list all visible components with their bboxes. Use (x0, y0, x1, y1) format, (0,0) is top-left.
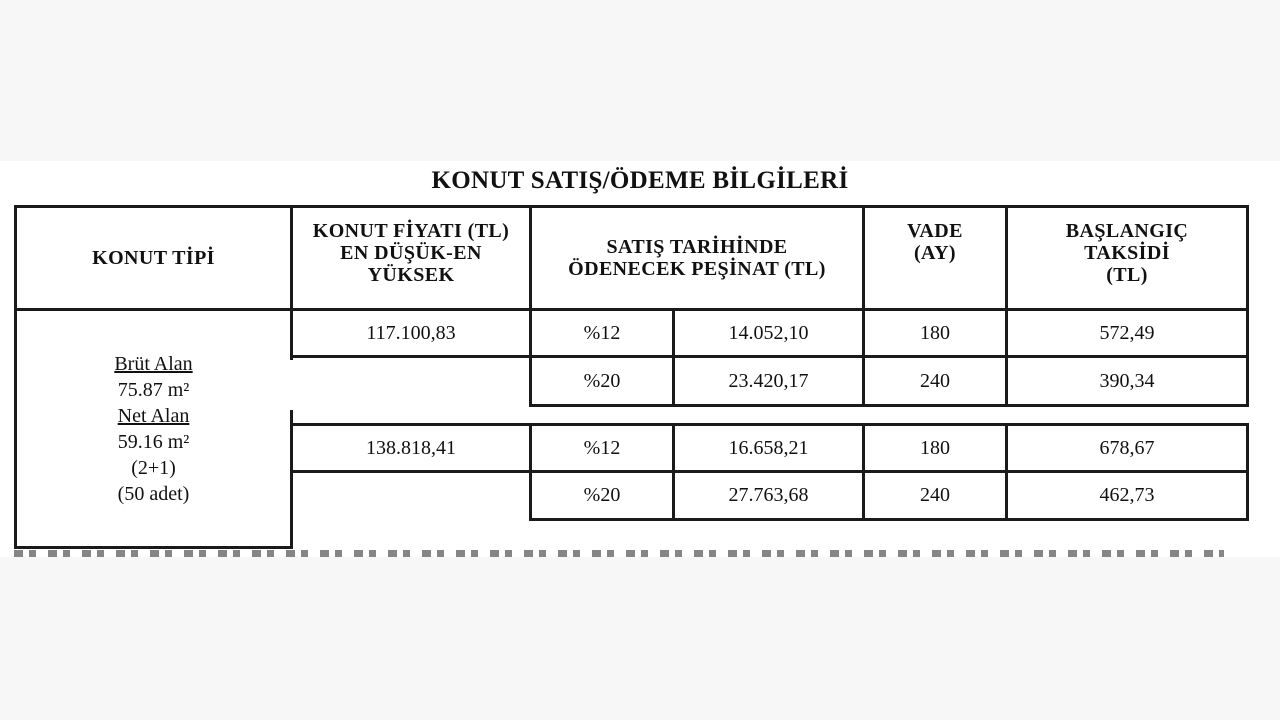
row1-taksit: 572,49 (1099, 321, 1155, 344)
brut-alan-value: 75.87 m² (117, 378, 190, 401)
net-alan-label: Net Alan (117, 404, 190, 427)
row4-taksit: 462,73 (1099, 484, 1155, 506)
row2-oran: %20 (583, 369, 621, 392)
row3-vade: 180 (920, 436, 950, 459)
row3-pesinat: 16.658,21 (728, 436, 809, 459)
header-pesinat (532, 208, 862, 308)
adet: (50 adet) (117, 482, 190, 505)
net-alan-value: 59.16 m² (117, 430, 190, 453)
header-taksit-line1: BAŞLANGIÇ (1065, 220, 1189, 242)
header-vade-line2: (AY) (914, 242, 956, 264)
header-vade-line1: VADE (907, 220, 963, 242)
header-konut-fiyati (293, 208, 529, 308)
header-fiyat-line1: KONUT FİYATI (TL) (312, 220, 510, 242)
row2-taksit: 390,34 (1099, 369, 1155, 392)
header-vade (865, 208, 1005, 308)
row2-fiyat (293, 358, 529, 404)
header-konut-tipi-text: KONUT TİPİ (92, 247, 215, 269)
cropped-text-line (14, 550, 1224, 557)
table-title: KONUT SATIŞ/ÖDEME BİLGİLERİ (431, 167, 849, 194)
oda-sayisi: (2+1) (131, 456, 176, 479)
header-fiyat-line3: YÜKSEK (367, 264, 455, 286)
header-pesinat-line2: ÖDENECEK PEŞİNAT (TL) (568, 258, 826, 280)
row4-fiyat (293, 473, 529, 518)
header-taksit-line2: TAKSİDİ (1084, 242, 1170, 264)
row1-pesinat: 14.052,10 (728, 321, 809, 344)
row1-oran: %12 (583, 321, 621, 344)
row1-vade: 180 (920, 321, 950, 344)
header-fiyat-line2: EN DÜŞÜK-EN (340, 242, 482, 264)
row3-oran: %12 (583, 436, 621, 459)
row1-fiyat: 117.100,83 (366, 321, 456, 344)
row2-vade: 240 (920, 369, 950, 392)
row4-pesinat: 27.763,68 (728, 484, 809, 506)
header-konut-tipi (17, 208, 290, 308)
row4-oran: %20 (583, 484, 621, 506)
row2-pesinat: 23.420,17 (728, 369, 809, 392)
document-sheet (0, 161, 1280, 557)
row4-vade: 240 (920, 484, 950, 506)
header-pesinat-line1: SATIŞ TARİHİNDE (606, 236, 788, 258)
row3-taksit: 678,67 (1099, 436, 1155, 459)
header-taksit (1008, 208, 1246, 308)
brut-alan-label: Brüt Alan (114, 352, 193, 375)
header-taksit-line3: (TL) (1106, 264, 1148, 286)
konut-tipi-cell (17, 311, 290, 546)
row3-fiyat: 138.818,41 (366, 436, 456, 459)
